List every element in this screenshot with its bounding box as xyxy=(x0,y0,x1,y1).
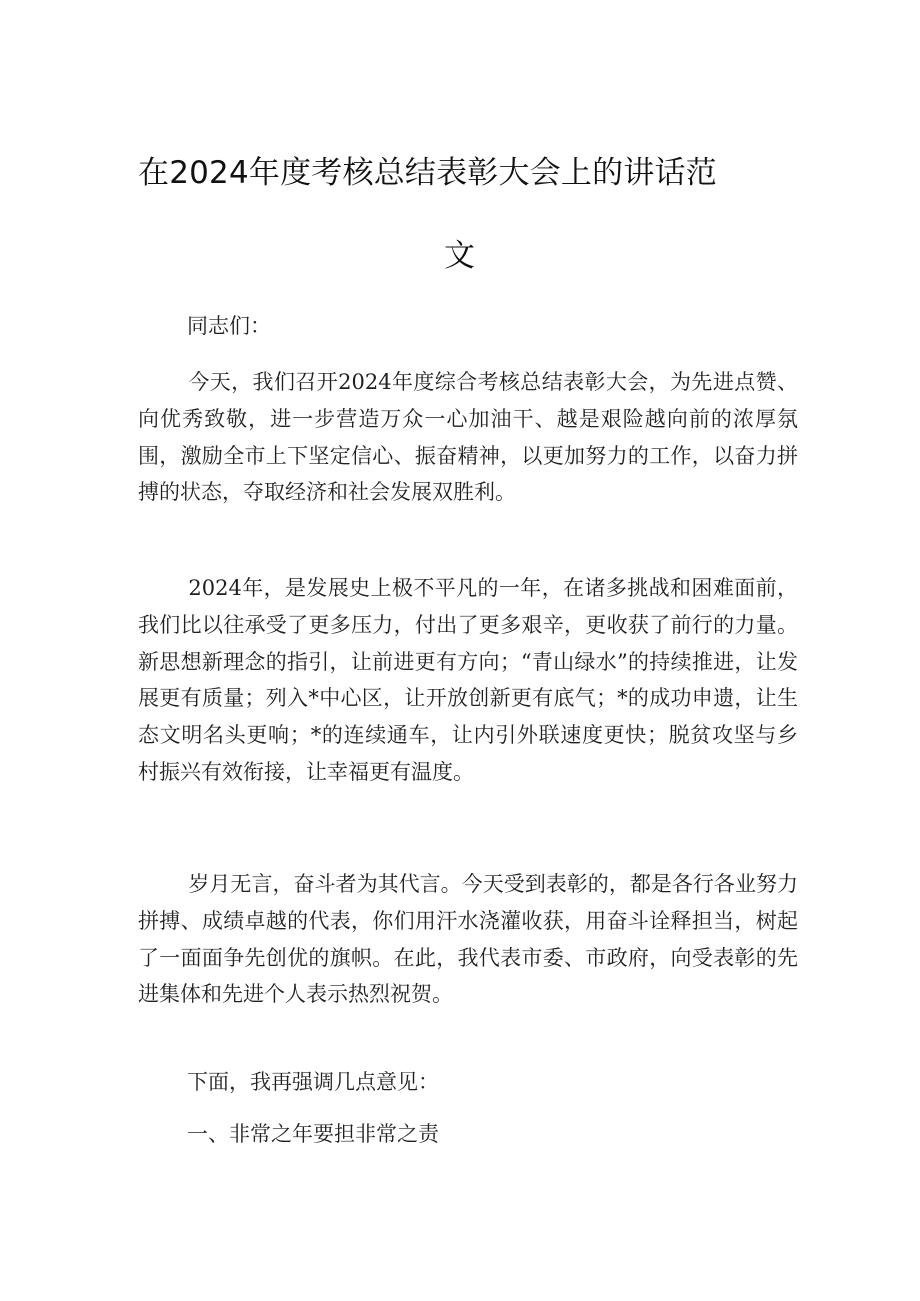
paragraph-1: 今天，我们召开2024年度综合考核总结表彰大会，为先进点赞、向优秀致敬，进一步营造万众一心加油干、越是艰险越向前的浓厚氛围，激励全市上下坚定信心、振奋精神，以更加努力的工作，以奋力拼搏的状态，夺取经济和社会发展双胜利。 xyxy=(138,370,798,505)
salutation: 同志们： xyxy=(187,314,271,338)
paragraph-3: 岁月无言，奋斗者为其代言。今天受到表彰的，都是各行各业努力拼搏、成绩卓越的代表，你们用汗水浇灌收获，用奋斗诠释担当，树起了一面面争先创优的旗帜。在此，我代表市委、市政府，向受表彰的先进集体和先进个人表示热烈祝贺。 xyxy=(138,872,798,1007)
document-title-line-1: 在2024年度考核总结表彰大会上的讲话范 xyxy=(138,155,717,191)
transition-text: 下面，我再强调几点意见： xyxy=(187,1070,439,1094)
section-heading: 一、非常之年要担非常之责 xyxy=(187,1122,439,1146)
document-title-line-2: 文 xyxy=(444,238,476,274)
paragraph-2: 2024年，是发展史上极不平凡的一年，在诸多挑战和困难面前，我们比以往承受了更多压力，付出了更多艰辛，更收获了前行的力量。新思想新理念的指引，让前进更有方向；“青山绿水”的持续推进，让发展更有质量；列入*中心区，让开放创新更有底气；*的成功申遗，让生态文明名头更响；*的连续通车，让内引外联速度更快；脱贫攻坚与乡村振兴有效衔接，让幸福更有温度。 xyxy=(138,576,798,784)
